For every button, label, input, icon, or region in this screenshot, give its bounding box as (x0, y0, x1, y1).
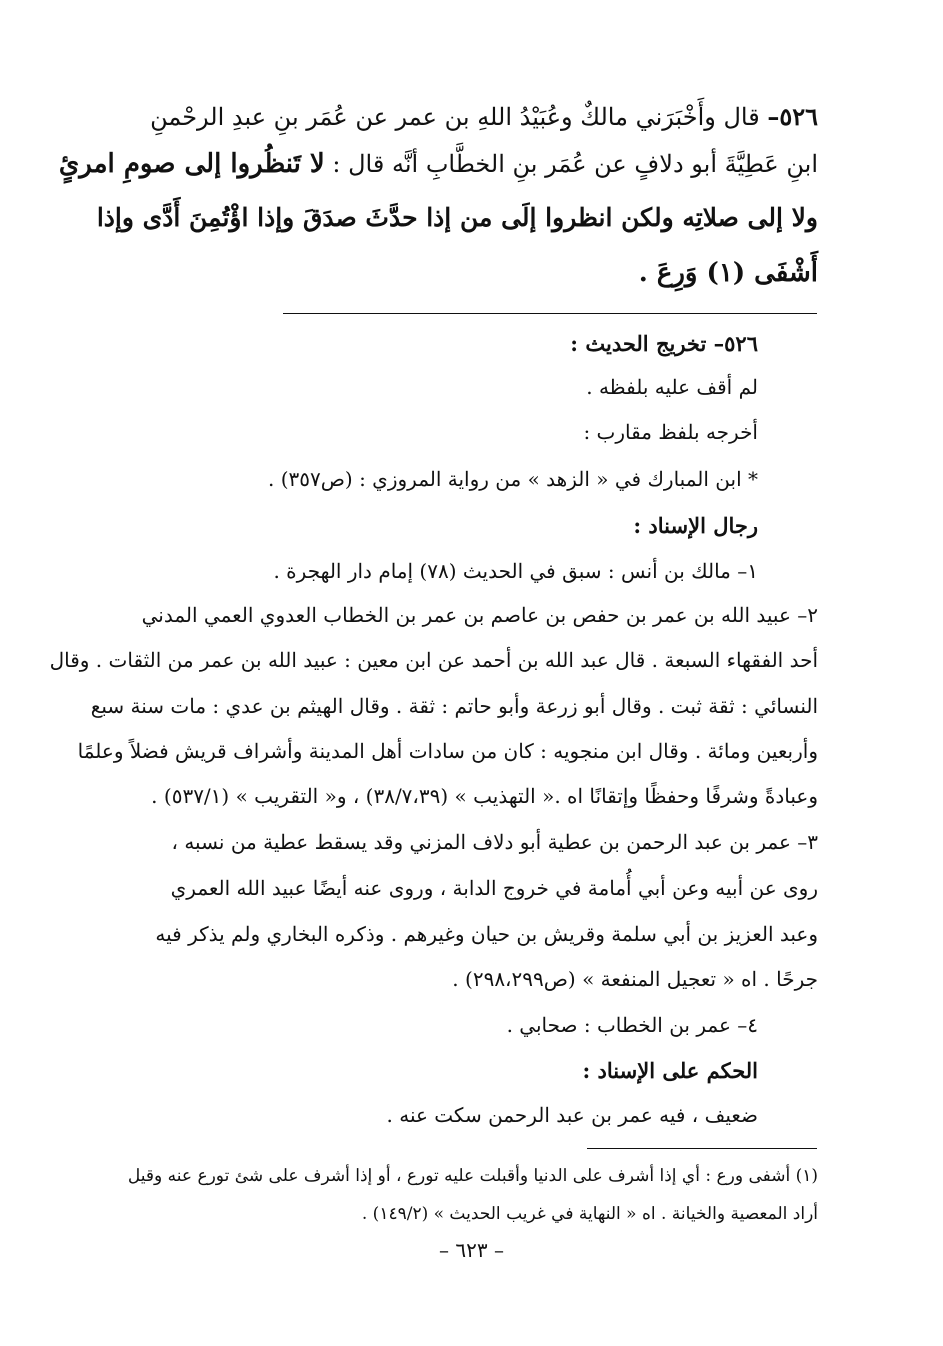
rijal-3d: جرحًا . اه « تعجيل المنفعة » (ص٢٩٨،٢٩٩) . (452, 967, 818, 991)
takhrij-line-1: لم أقف عليه بلفظه . (586, 375, 758, 399)
hadith-line-1 (150, 102, 818, 131)
hadith-text-1: قال وأَخْبَرَني مالكٌ وعُبَيْدُ اللهِ بن عمر عن عُمَر بنِ عبدِ الرحْمنِ (150, 103, 760, 131)
hadith-quote-start: لا تَنظُروا إلى صومِ امرئٍ (58, 149, 325, 179)
hadith-line-2 (59, 149, 818, 179)
page-number: – ٦٢٣ – (439, 1238, 504, 1262)
footnote-divider (587, 1148, 817, 1149)
hadith-line-3: ولا إلى صلاتِه ولكن انظروا إلَى من إذا حدَّثَ صدَقَ وإذا اؤْتُمِنَ أَدَّى وإذا (96, 203, 818, 232)
rijal-2b: أحد الفقهاء السبعة . قال عبد الله بن أحمد عن ابن معين : عبيد الله بن عمر من الثقات . وقال (49, 648, 818, 672)
takhrij-line-2: أخرجه بلفظ مقارب : (583, 420, 758, 444)
rijal-3c: وعبد العزيز بن أبي سلمة وقريش بن حيان وغيرهم . وذكره البخاري ولم يذكر فيه (155, 922, 818, 946)
takhrij-heading: ٥٢٦– تخريج الحديث : (570, 331, 758, 356)
rijal-2c: النسائي : ثقة ثبت . وقال أبو زرعة وأبو حاتم : ثقة . وقال الهيثم بن عدي : مات سنة سبع (90, 694, 818, 718)
section-divider (283, 313, 817, 314)
hukm-text: ضعيف ، فيه عمر بن عبد الرحمن سكت عنه . (386, 1103, 758, 1127)
hadith-line-4: أَشْفَى (١) وَرِعَ . (638, 258, 818, 288)
footnote-line-2: أراد المعصية والخيانة . اه « النهاية في غريب الحديث » (١٤٩/٢) . (361, 1204, 818, 1224)
footnote-line-1: (١) أشفى ورع : أي إذا أشرف على الدنيا وأقبلت عليه تورع ، أو إذا أشرف على شئ تورع عنه وقيل (127, 1166, 818, 1186)
rijal-1: ١– مالك بن أنس : سبق في الحديث (٧٨) إمام دار الهجرة . (273, 559, 758, 583)
takhrij-line-3: * ابن المبارك في « الزهد » من رواية المروزي : (ص٣٥٧) . (267, 467, 758, 491)
hadith-number: ٥٢٦– (767, 102, 818, 131)
rijal-heading: رجال الإسناد : (633, 513, 758, 538)
hadith-text-2: ابنِ عَطِيَّةَ أبو دلافٍ عن عُمَر بنِ الخطَّابِ أنَّه قال : (332, 150, 818, 178)
rijal-4: ٤– عمر بن الخطاب : صحابي . (506, 1013, 758, 1037)
hukm-heading: الحكم على الإسناد : (582, 1058, 758, 1083)
rijal-2e: وعبادةً وشرفًا وحفظًا وإتقانًا اه .« التهذيب » (٣٨/٧،٣٩) ، و« التقريب » (٥٣٧/١) . (151, 784, 818, 808)
rijal-2a: ٢– عبيد الله بن عمر بن حفص بن عاصم بن عمر بن الخطاب العدوي العمي المدني (141, 603, 818, 627)
rijal-3b: روى عن أبيه وعن أبي أُمامة في خروج الدابة ، وروى عنه أيضًا عبيد الله العمري (170, 876, 818, 900)
rijal-2d: وأربعين ومائة . وقال ابن منجويه : كان من سادات أهل المدينة وأشراف قريش فضلاً وعلمًا (77, 739, 818, 763)
rijal-3a: ٣– عمر بن عبد الرحمن بن عطية أبو دلاف المزني وقد يسقط عطية من نسبه ، (171, 830, 818, 854)
